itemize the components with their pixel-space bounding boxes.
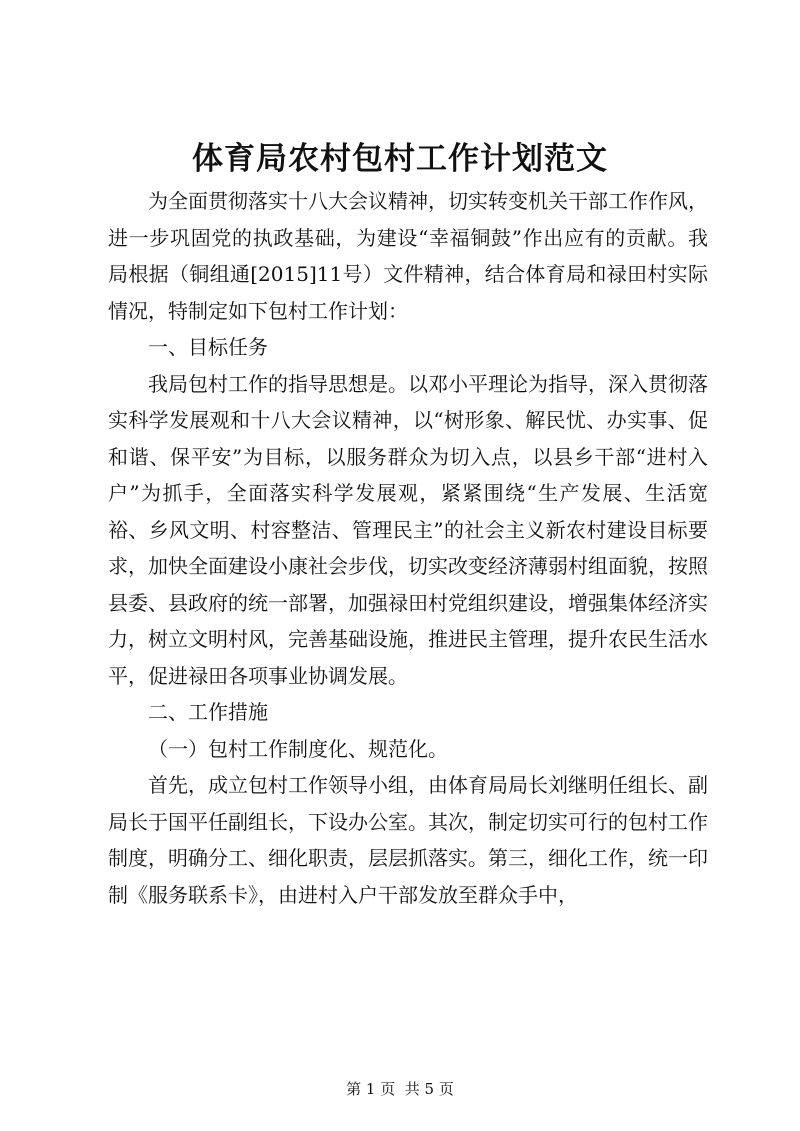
intro-paragraph: 为全面贯彻落实十八大会议精神，切实转变机关干部工作作风，进一步巩固党的执政基础，为建设“幸福铜鼓”作出应有的贡献。我局根据（铜组通[2015]11号）文件精神，结合体育局和禄田村实际情况，特制定如下包村工作计划： — [108, 189, 708, 323]
subsection-heading-institutionalization: （一）包村工作制度化、规范化。 — [148, 736, 448, 761]
measures-paragraph: 首先，成立包村工作领导小组，由体育局局长刘继明任组长、副局长于国平任副组长，下设办公室。其次，制定切实可行的包村工作制度，明确分工、细化职责，层层抓落实。第三，细化工作，统一印制《服务联系卡》，由进村入户干部发放至群众手中， — [108, 773, 708, 907]
document-title: 体育局农村包村工作计划范文 — [192, 141, 608, 177]
goals-paragraph: 我局包村工作的指导思想是。以邓小平理论为指导，深入贯彻落实科学发展观和十八大会议精神，以“树形象、解民忧、办实事、促和谐、保平安”为目标，以服务群众为切入点，以县乡干部“进村入户”为抓手，全面落实科学发展观，紧紧围绕“生产发展、生活宽裕、乡风文明、村容整洁、管理民主”的社会主义新农村建设目标要求，加快全面建设小康社会步伐，切实改变经济薄弱村组面貌，按照县委、县政府的统一部署，加强禄田村党组织建设，增强集体经济实力，树立文明村风，完善基础设施，推进民主管理，提升农民生活水平，促进禄田各项事业协调发展。 — [108, 371, 708, 688]
page-number: 第 1 页 共 5 页 — [346, 1080, 454, 1098]
page-footer — [0, 1079, 800, 1099]
section-heading-measures: 二、工作措施 — [148, 700, 268, 724]
document-body — [108, 183, 708, 913]
section-heading-goals: 一、目标任务 — [148, 335, 268, 359]
